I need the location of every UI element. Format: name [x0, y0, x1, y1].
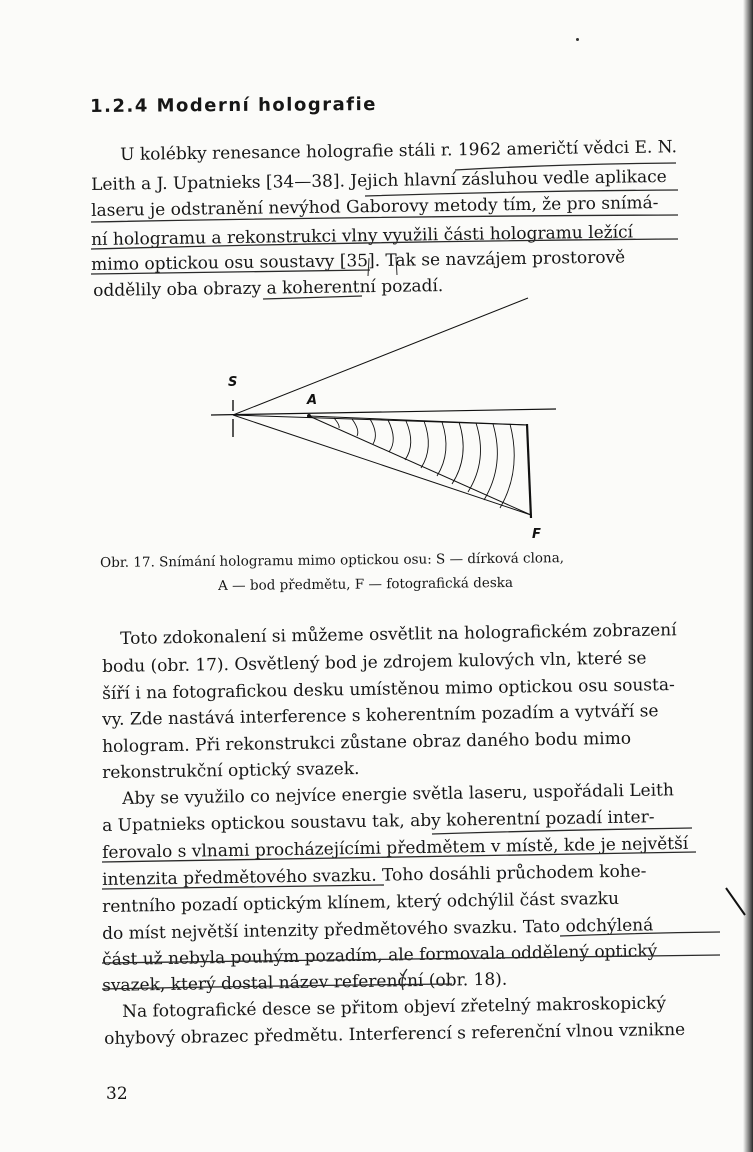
- label-a: A: [307, 393, 318, 408]
- paragraph1-line: laseru je odstranění nevýhod Gaborovy metody tím, že pro snímá-: [91, 193, 659, 221]
- paragraph3-line: intenzita předmětového svazku. Toho dosáhli průchodem kohe-: [102, 861, 647, 890]
- section-heading: 1.2.4 Moderní holografie: [90, 93, 377, 117]
- paragraph4-line: ohybový obrazec předmětu. Interferencí s referenční vlnou vznikne: [104, 1019, 686, 1049]
- paragraph3-line: ferovalo s vlnami procházejícími předmětem v místě, kde je největší: [102, 833, 689, 863]
- margin-pencil-stroke: [726, 888, 745, 915]
- paragraph1-line: U kolébky renesance holografie stáli r. 1962 američtí vědci E. N.: [120, 137, 678, 165]
- paragraph1-line: ní hologramu a rekonstrukci vlny využili části hologramu ležící: [91, 222, 634, 250]
- paragraph2-line: šíří i na fotografickou desku umístěnou mimo optickou osu sousta-: [102, 675, 675, 704]
- paragraph3-line: část už nebyla pouhým pozadím, ale formovala oddělený optický: [102, 941, 658, 970]
- paragraph1-line: oddělily oba obrazy a koherentní pozadí.: [93, 276, 444, 301]
- paragraph2-line: vy. Zde nastává interference s koherentním pozadím a vytváří se: [102, 701, 659, 730]
- figure-caption-line2: A — bod předmětu, F — fotografická deska: [218, 574, 514, 594]
- paragraph1-line: mimo optickou osu soustavy [35]. Tak se navzájem prostorově: [91, 247, 626, 275]
- label-s: S: [228, 375, 238, 390]
- paragraph1-line: Leith a J. Upatnieks [34—38]. Jejich hlavní zásluhou vedle aplikace: [91, 166, 667, 195]
- paragraph3-line: do míst největší intenzity předmětového svazku. Tato odchýlená: [102, 915, 654, 944]
- paragraph3-line: rentního pozadí optickým klínem, který odchýlil část svazku: [102, 888, 620, 917]
- label-f: F: [532, 527, 541, 542]
- paragraph2-line: bodu (obr. 17). Osvětlený bod je zdrojem kulových vln, které se: [102, 648, 647, 677]
- page-number: 32: [106, 1084, 128, 1104]
- paragraph3-line: Aby se využilo co nejvíce energie světla laseru, uspořádali Leith: [122, 780, 675, 809]
- paragraph2-line: hologram. Při rekonstrukci zůstane obraz daného bodu mimo: [102, 728, 632, 757]
- paragraph4-line: Na fotografické desce se přitom objeví zřetelný makroskopický: [122, 993, 667, 1022]
- paragraph3-line: a Upatnieks optickou soustavu tak, aby koherentní pozadí inter-: [102, 807, 655, 836]
- paragraph2-line: Toto zdokonalení si můžeme osvětlit na holografickém zobrazení: [120, 620, 677, 649]
- paragraph3-line: svazek, který dostal název referenční (obr. 18).: [102, 969, 508, 996]
- figure-caption-line1: Obr. 17. Snímání hologramu mimo optickou osu: S — dírková clona,: [100, 550, 565, 571]
- paragraph2-line: rekonstrukční optický svazek.: [102, 758, 360, 783]
